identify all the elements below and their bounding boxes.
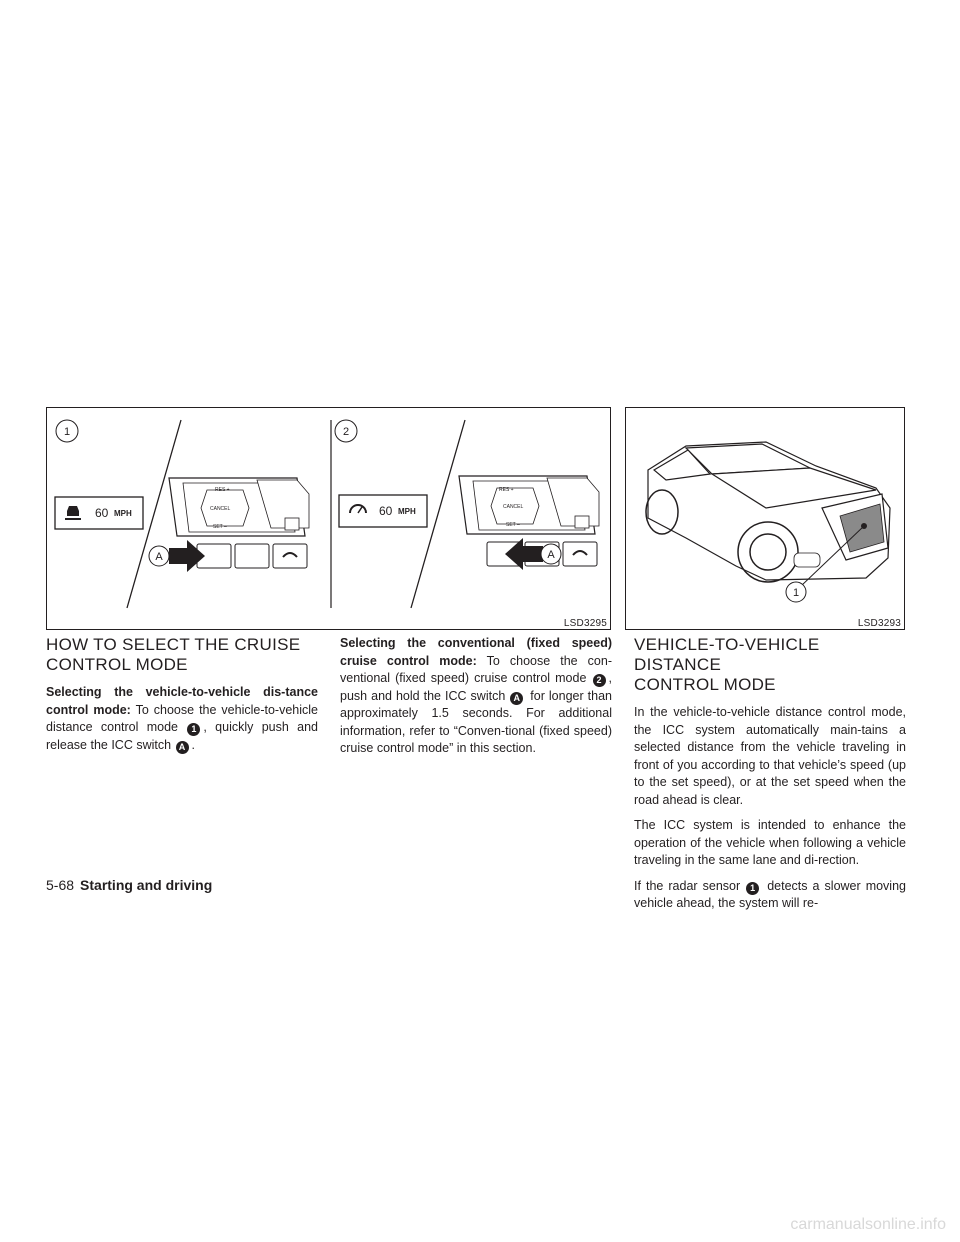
callout-a-badge: A xyxy=(176,741,189,754)
car-illustration xyxy=(626,408,905,630)
display-unit-2: MPH xyxy=(398,507,416,516)
column-2 xyxy=(340,635,612,766)
paragraph-radar-sensor: If the radar sensor 1 detects a slower moving vehicle ahead, the system will re- xyxy=(634,878,906,910)
page-number: 5-68 xyxy=(46,877,75,893)
callout-1-badge: 1 xyxy=(746,882,759,895)
label-a-1: A xyxy=(155,551,163,563)
section-title: Starting and driving xyxy=(80,877,213,893)
column-1 xyxy=(46,635,318,762)
column-3 xyxy=(634,635,906,921)
callout-1-number-right: 1 xyxy=(792,587,800,599)
svg-text:SET –: SET – xyxy=(506,522,520,528)
svg-text:RES +: RES + xyxy=(499,487,514,493)
svg-text:RES +: RES + xyxy=(215,487,230,493)
watermark: carmanualsonline.info xyxy=(790,1216,946,1233)
display-speed-1: 60 xyxy=(95,506,109,520)
callout-2-number: 2 xyxy=(342,426,350,438)
figure-radar-sensor xyxy=(625,407,905,630)
callout-a-badge: A xyxy=(510,692,523,705)
icc-switch-illustration xyxy=(47,408,611,630)
callout-1-number: 1 xyxy=(63,426,71,438)
figure-icc-switch xyxy=(46,407,611,630)
page-footer xyxy=(46,877,212,893)
label-a-2: A xyxy=(547,549,555,561)
svg-text:CANCEL: CANCEL xyxy=(210,506,231,512)
paragraph-icc-purpose: The ICC system is intended to enhance the operation of the vehicle when following a vehicle traveling in the same lane and di-rection. xyxy=(634,818,906,867)
display-unit-1: MPH xyxy=(114,509,132,518)
paragraph-distance-mode-intro: In the vehicle-to-vehicle distance control mode, the ICC system automatically main-tains a selected distance from the vehicle traveling in front of you according to that vehicle’s speed (up to the set speed), or at the set speed when the road ahead is clear. xyxy=(634,705,906,807)
car-body xyxy=(648,442,890,580)
figure-code: LSD3293 xyxy=(857,618,901,629)
section-heading: HOW TO SELECT THE CRUISE CONTROL MODE xyxy=(46,635,301,674)
svg-text:CANCEL: CANCEL xyxy=(503,504,524,510)
paragraph-select-conventional-mode: Selecting the conventional (fixed speed) cruise control mode: To choose the con-ventional (fixed speed) cruise control mode 2 , push and hold the ICC switch A for longer than approximately 1.5 seconds. For additional information, refer to “Conven-tional (fixed speed) cruise control mode” in this section. xyxy=(340,636,612,755)
fog-light xyxy=(794,553,820,567)
callout-1-badge: 1 xyxy=(187,723,200,736)
section-heading: VEHICLE-TO-VEHICLE DISTANCE CONTROL MODE xyxy=(634,635,820,694)
svg-text:SET –: SET – xyxy=(213,524,227,530)
figure-code: LSD3295 xyxy=(563,618,607,629)
display-speed-2: 60 xyxy=(379,504,393,518)
callout-2-badge: 2 xyxy=(593,674,606,687)
paragraph-select-distance-mode: Selecting the vehicle-to-vehicle dis-tance control mode: To choose the vehicle-to-vehicle distance control mode 1 , quickly push and release the ICC switch A . xyxy=(46,685,319,752)
